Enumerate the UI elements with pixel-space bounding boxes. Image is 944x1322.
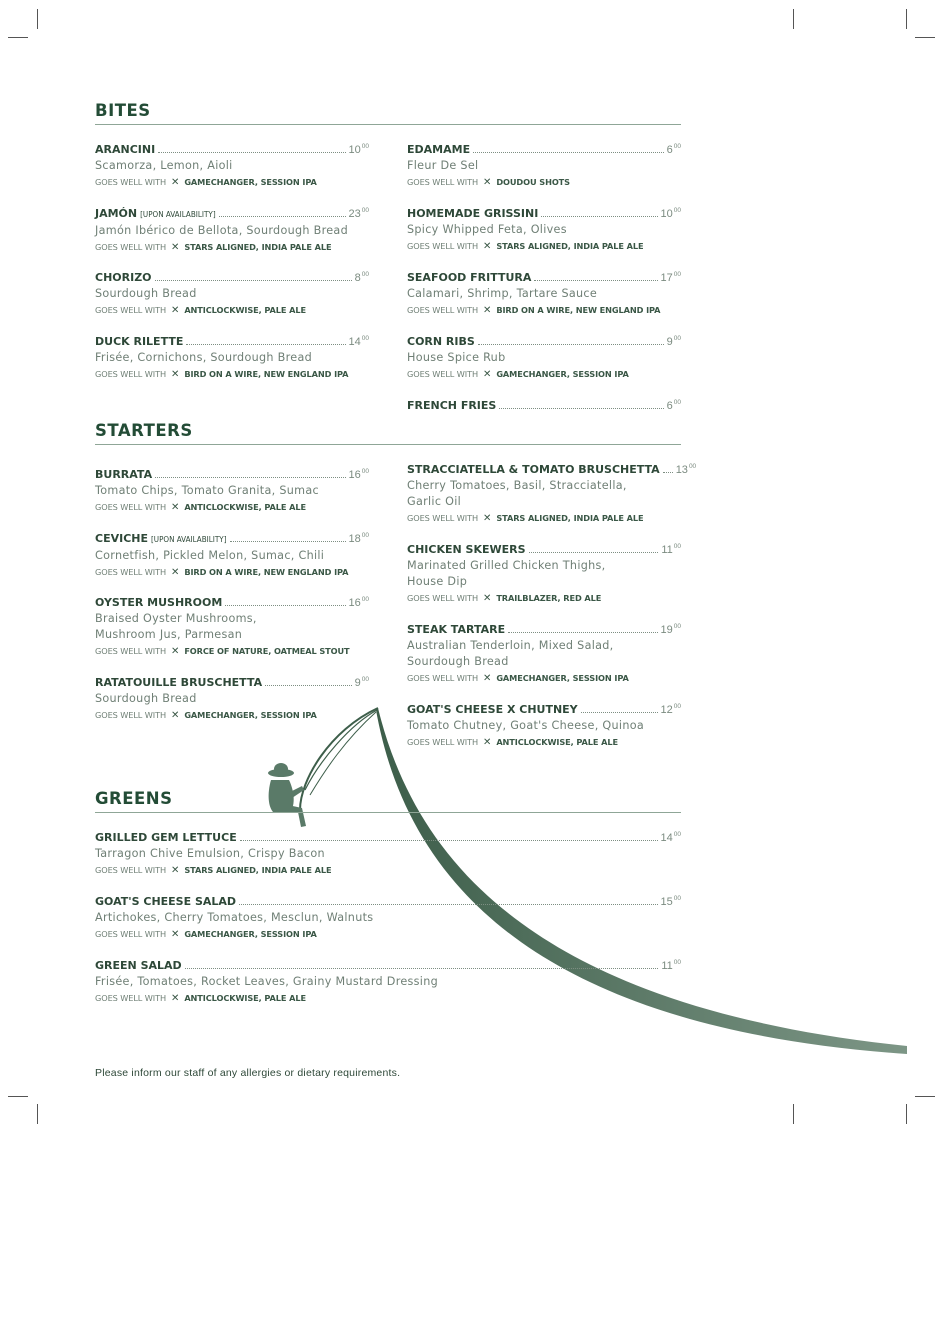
item-name: GOAT'S CHEESE SALAD: [95, 895, 237, 908]
menu-item: [95, 955, 681, 1007]
menu-item-header: [407, 699, 681, 718]
menu-item: [407, 139, 681, 191]
pairing-label: GOES WELL WITH: [95, 369, 167, 379]
pairing: [407, 670, 681, 687]
dot-leader: [240, 840, 658, 841]
dot-leader: [158, 152, 345, 153]
cross-icon: ✕: [171, 865, 180, 876]
pairing: [95, 643, 369, 660]
pairing-label: GOES WELL WITH: [407, 241, 479, 251]
cross-icon: ✕: [483, 305, 492, 316]
price-value: 10: [660, 208, 673, 220]
cross-icon: ✕: [171, 242, 180, 253]
menu-item-header: [407, 267, 681, 286]
dot-leader: [541, 216, 657, 217]
menu-item-header: [95, 891, 681, 910]
price-cents: 00: [361, 596, 369, 603]
pairing-label: GOES WELL WITH: [95, 177, 167, 187]
dot-leader: [534, 280, 657, 281]
pairing-label: GOES WELL WITH: [407, 369, 479, 379]
dot-leader: [508, 632, 657, 633]
pairing: [95, 302, 369, 319]
item-name: ARANCINI: [95, 143, 156, 156]
price-value: 10: [348, 144, 361, 156]
menu-item-header: [95, 203, 369, 223]
menu-item: [95, 528, 369, 581]
item-price: [667, 331, 681, 350]
menu-item-header: [95, 827, 681, 846]
cross-icon: ✕: [171, 646, 180, 657]
item-description: Tarragon Chive Emulsion, Crispy Bacon: [95, 847, 325, 860]
item-price: [661, 619, 681, 638]
item-name: RATATOUILLE BRUSCHETTA: [95, 676, 263, 689]
item-price: [355, 267, 369, 286]
dot-leader: [473, 152, 664, 153]
price-value: 14: [348, 336, 361, 348]
menu-item: [407, 267, 681, 319]
menu-item-header: [407, 395, 681, 414]
cross-icon: ✕: [171, 369, 180, 380]
item-name: CHICKEN SKEWERS: [407, 543, 526, 556]
pairing: [95, 707, 369, 724]
item-name: GOAT'S CHEESE X CHUTNEY: [407, 703, 578, 716]
item-price: [661, 267, 681, 286]
dot-leader: [478, 344, 664, 345]
pairing-label: GOES WELL WITH: [95, 502, 167, 512]
pairing-beer: STARS ALIGNED, INDIA PALE ALE: [496, 241, 644, 251]
pairing-beer: BIRD ON A WIRE, NEW ENGLAND IPA: [496, 305, 661, 315]
pairing-beer: GAMECHANGER, SESSION IPA: [184, 710, 317, 720]
price-cents: 00: [361, 532, 369, 539]
pairing-label: GOES WELL WITH: [407, 593, 479, 603]
price-cents: 00: [673, 895, 681, 902]
pairing-label: GOES WELL WITH: [407, 737, 479, 747]
pairing-label: GOES WELL WITH: [95, 567, 167, 577]
dot-leader: [230, 541, 346, 542]
menu-item: [95, 331, 369, 383]
dot-leader: [499, 408, 663, 409]
price-value: 23: [348, 208, 361, 220]
item-description: Tomato Chutney, Goat's Cheese, Quinoa: [407, 719, 645, 732]
item-name: CORN RIBS: [407, 335, 475, 348]
price-cents: 00: [673, 703, 681, 710]
pairing-label: GOES WELL WITH: [407, 513, 479, 523]
price-value: 8: [354, 272, 361, 284]
price-value: 12: [660, 704, 673, 716]
pairing-label: GOES WELL WITH: [95, 929, 167, 939]
dot-leader: [155, 280, 352, 281]
item-description: Fleur De Sel: [407, 159, 479, 172]
item-name: STRACCIATELLA & TOMATO BRUSCHETTA: [407, 463, 660, 476]
item-price: [667, 139, 681, 158]
item-description: Scamorza, Lemon, Aioli: [95, 159, 233, 172]
pairing: [407, 734, 681, 751]
item-name: HOMEMADE GRISSINI: [407, 207, 539, 220]
pairing: [95, 239, 369, 256]
item-name: EDAMAME: [407, 143, 471, 156]
cross-icon: ✕: [171, 177, 180, 188]
pairing: [95, 564, 369, 581]
item-note: [UPON AVAILABILITY]: [151, 535, 227, 544]
price-cents: 00: [673, 959, 681, 966]
pairing-label: GOES WELL WITH: [95, 865, 167, 875]
pairing-beer: DOUDOU SHOTS: [496, 177, 570, 187]
pairing-beer: GAMECHANGER, SESSION IPA: [184, 177, 317, 187]
cross-icon: ✕: [483, 593, 492, 604]
price-cents: 00: [688, 463, 697, 470]
menu-item: [407, 331, 681, 383]
item-price: [661, 539, 681, 558]
price-cents: 00: [361, 335, 369, 342]
item-description: Marinated Grilled Chicken Thighs,: [407, 559, 606, 572]
price-value: 11: [661, 960, 673, 972]
pairing-label: GOES WELL WITH: [95, 710, 167, 720]
item-description: Sourdough Bread: [95, 287, 197, 300]
item-name: CHORIZO: [95, 271, 152, 284]
menu-item: [95, 592, 369, 660]
menu-item-header: [407, 139, 681, 158]
pairing: [95, 990, 681, 1007]
item-price: [349, 592, 369, 611]
allergy-notice: Please inform our staff of any allergies or dietary requirements.: [95, 1067, 401, 1079]
pairing-beer: STARS ALIGNED, INDIA PALE ALE: [496, 513, 644, 523]
price-value: 16: [348, 469, 361, 481]
price-value: 6: [666, 400, 673, 412]
item-price: [661, 203, 681, 222]
dot-leader: [663, 472, 673, 473]
cross-icon: ✕: [483, 369, 492, 380]
item-price: [661, 955, 681, 974]
pairing: [95, 174, 369, 191]
price-cents: 00: [673, 207, 681, 214]
cross-icon: ✕: [171, 305, 180, 316]
menu-item-header: [95, 955, 681, 974]
item-description: Australian Tenderloin, Mixed Salad,: [407, 639, 614, 652]
menu-item-header: [95, 139, 369, 158]
menu-item-header: [407, 459, 697, 478]
item-name: SEAFOOD FRITTURA: [407, 271, 532, 284]
menu-item-header: [95, 464, 369, 483]
price-value: 19: [660, 624, 673, 636]
pairing-beer: ANTICLOCKWISE, PALE ALE: [496, 737, 618, 747]
menu-item-header: [95, 331, 369, 350]
cross-icon: ✕: [483, 241, 492, 252]
cross-icon: ✕: [171, 993, 180, 1004]
menu-item: [407, 395, 681, 414]
item-price: [661, 699, 681, 718]
dot-leader: [155, 477, 345, 478]
cross-icon: ✕: [171, 929, 180, 940]
item-price: [349, 528, 369, 547]
pairing-label: GOES WELL WITH: [95, 993, 167, 1003]
cross-icon: ✕: [483, 737, 492, 748]
pairing-beer: BIRD ON A WIRE, NEW ENGLAND IPA: [184, 567, 349, 577]
cross-icon: ✕: [171, 567, 180, 578]
item-description: Cherry Tomatoes, Basil, Stracciatella,: [407, 479, 627, 492]
section-title-bites: BITES: [95, 101, 681, 125]
item-description: Artichokes, Cherry Tomatoes, Mesclun, Walnuts: [95, 911, 374, 924]
item-price: [667, 395, 681, 414]
price-cents: 00: [673, 399, 681, 406]
cross-icon: ✕: [171, 502, 180, 513]
item-description: Braised Oyster Mushrooms,: [95, 612, 257, 625]
pairing-label: GOES WELL WITH: [407, 177, 479, 187]
item-description: Tomato Chips, Tomato Granita, Sumac: [95, 484, 319, 497]
pairing-beer: ANTICLOCKWISE, PALE ALE: [184, 993, 306, 1003]
menu-item-header: [95, 267, 369, 286]
price-cents: 00: [673, 543, 681, 550]
menu-item-header: [95, 592, 369, 611]
price-cents: 00: [673, 143, 681, 150]
dot-leader: [185, 968, 659, 969]
item-price: [349, 464, 369, 483]
section-title-starters: STARTERS: [95, 421, 681, 445]
cross-icon: ✕: [483, 513, 492, 524]
dot-leader: [225, 605, 345, 606]
pairing-label: GOES WELL WITH: [95, 646, 167, 656]
menu-item: [407, 699, 681, 751]
pairing-label: GOES WELL WITH: [95, 242, 167, 252]
price-value: 11: [661, 544, 673, 556]
pairing-beer: STARS ALIGNED, INDIA PALE ALE: [184, 865, 332, 875]
item-description: Frisée, Cornichons, Sourdough Bread: [95, 351, 313, 364]
pairing: [95, 499, 369, 516]
menu-item: [95, 267, 369, 319]
section-title-greens: GREENS: [95, 789, 681, 813]
price-cents: 00: [673, 335, 681, 342]
menu-item: [407, 203, 681, 255]
dot-leader: [265, 685, 352, 686]
pairing: [407, 590, 681, 607]
price-value: 14: [660, 832, 673, 844]
item-description: Cornetfish, Pickled Melon, Sumac, Chili: [95, 549, 325, 562]
price-value: 16: [348, 597, 361, 609]
dot-leader: [219, 216, 346, 217]
menu-item: [95, 139, 369, 191]
item-name: CEVICHE: [95, 532, 148, 545]
item-description: Sourdough Bread: [95, 692, 197, 705]
item-name: STEAK TARTARE: [407, 623, 506, 636]
menu-item-header: [407, 203, 681, 222]
price-value: 17: [660, 272, 673, 284]
item-price: [349, 139, 369, 158]
price-cents: 00: [361, 468, 369, 475]
item-description: Sourdough Bread: [407, 655, 509, 668]
price-value: 9: [354, 677, 361, 689]
item-name: DUCK RILETTE: [95, 335, 184, 348]
pairing-beer: FORCE OF NATURE, OATMEAL STOUT: [184, 646, 350, 656]
item-name: BURRATA: [95, 468, 153, 481]
pairing: [407, 238, 681, 255]
menu-item-header: [407, 619, 681, 638]
item-description: House Spice Rub: [407, 351, 506, 364]
menu-item: [95, 672, 369, 724]
item-description: Garlic Oil: [407, 495, 462, 508]
pairing-beer: STARS ALIGNED, INDIA PALE ALE: [184, 242, 332, 252]
price-cents: 00: [361, 271, 369, 278]
pairing-beer: TRAILBLAZER, RED ALE: [496, 593, 602, 603]
price-cents: 00: [673, 831, 681, 838]
pairing-beer: BIRD ON A WIRE, NEW ENGLAND IPA: [184, 369, 349, 379]
dot-leader: [529, 552, 659, 553]
item-note: [UPON AVAILABILITY]: [140, 210, 216, 219]
pairing: [407, 302, 681, 319]
dot-leader: [239, 904, 657, 905]
pairing: [407, 366, 681, 383]
item-price: [355, 672, 369, 691]
menu-item: [95, 891, 681, 943]
pairing-beer: GAMECHANGER, SESSION IPA: [184, 929, 317, 939]
menu-item: [95, 464, 369, 516]
item-name: JAMÓN: [95, 207, 138, 220]
menu-item-header: [407, 331, 681, 350]
item-price: [676, 459, 696, 478]
pairing-beer: GAMECHANGER, SESSION IPA: [496, 369, 629, 379]
item-description: House Dip: [407, 575, 468, 588]
price-value: 18: [348, 533, 361, 545]
price-cents: 00: [361, 676, 369, 683]
item-description: Frisée, Tomatoes, Rocket Leaves, Grainy Mustard Dressing: [95, 975, 438, 988]
price-value: 9: [666, 336, 673, 348]
item-price: [349, 203, 369, 222]
pairing: [95, 366, 369, 383]
price-cents: 00: [673, 623, 681, 630]
item-description: Spicy Whipped Feta, Olives: [407, 223, 567, 236]
item-description: Mushroom Jus, Parmesan: [95, 628, 243, 641]
pairing-beer: ANTICLOCKWISE, PALE ALE: [184, 305, 306, 315]
pairing: [407, 174, 681, 191]
pairing-label: GOES WELL WITH: [95, 305, 167, 315]
pairing-beer: GAMECHANGER, SESSION IPA: [496, 673, 629, 683]
menu-item-header: [407, 539, 681, 558]
cross-icon: ✕: [171, 710, 180, 721]
pairing-label: GOES WELL WITH: [407, 673, 479, 683]
price-cents: 00: [673, 271, 681, 278]
item-name: FRENCH FRIES: [407, 399, 497, 412]
item-name: GRILLED GEM LETTUCE: [95, 831, 237, 844]
item-price: [661, 827, 681, 846]
dot-leader: [186, 344, 345, 345]
pairing: [407, 510, 681, 527]
price-value: 15: [660, 896, 673, 908]
cross-icon: ✕: [483, 673, 492, 684]
price-value: 13: [675, 464, 688, 476]
menu-item: [407, 619, 681, 687]
pairing-beer: ANTICLOCKWISE, PALE ALE: [184, 502, 306, 512]
dot-leader: [581, 712, 658, 713]
menu-item: [95, 203, 369, 256]
menu-item-header: [95, 672, 369, 691]
price-cents: 00: [361, 207, 369, 214]
item-name: OYSTER MUSHROOM: [95, 596, 223, 609]
pairing: [95, 926, 681, 943]
item-name: GREEN SALAD: [95, 959, 182, 972]
menu-item: [407, 459, 697, 527]
item-price: [661, 891, 681, 910]
pairing-label: GOES WELL WITH: [407, 305, 479, 315]
menu-item: [95, 827, 681, 879]
cross-icon: ✕: [483, 177, 492, 188]
item-description: Calamari, Shrimp, Tartare Sauce: [407, 287, 598, 300]
menu-item: [407, 539, 681, 607]
item-price: [349, 331, 369, 350]
item-description: Jamón Ibérico de Bellota, Sourdough Bread: [95, 224, 348, 237]
pairing: [95, 862, 681, 879]
price-cents: 00: [361, 143, 369, 150]
price-value: 6: [666, 144, 673, 156]
menu-item-header: [95, 528, 369, 548]
